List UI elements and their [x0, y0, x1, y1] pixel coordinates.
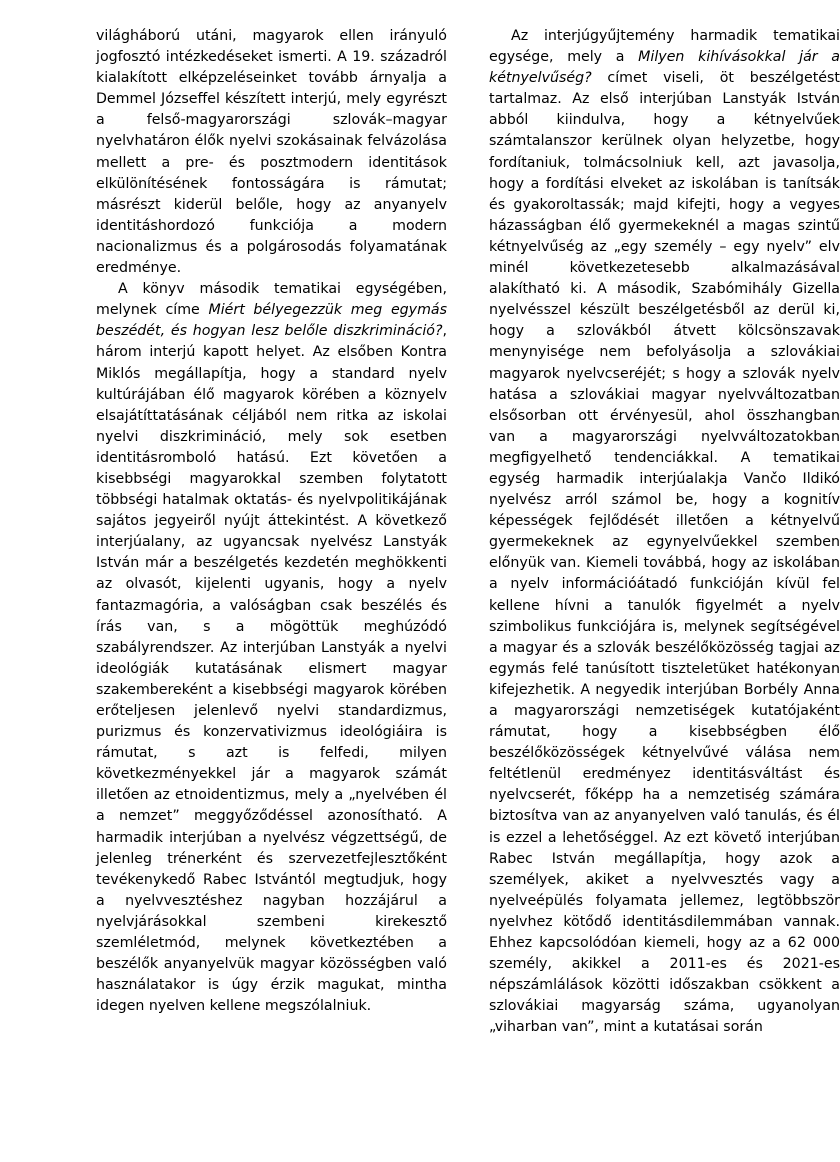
right-column	[489, 26, 840, 1132]
body-text: A könyv második tematikai egységében, melynek címe	[96, 281, 447, 319]
body-text: , három interjú kapott helyet. Az elsőben Kontra Miklós megállapítja, hogy a standard nyelv kultúrájában élő magyarok körében a köznyelv elsajátíttatásának céljából nem ritka az iskolai nyelvi diszkrimináció, mely sok esetben identitásromboló hatású. Ezt követően a kisebbségi magyarokkal szemben folytatott többségi hatalmak oktatás- és nyelvpolitikájának sajátos jegyeiről nyújt áttekintést. A következő interjúalany, az ugyancsak nyelvész Lanstyák István már a beszélgetés kezdetén meghökkenti az olvasót, kijelenti ugyanis, hogy a nyelv fantazmagória, a valóságban csak beszélés és írás van, s a mögöttük meghúzódó szabályrendszer. Az interjúban Lanstyák a nyelvi ideológiák kutatásának elismert magyar szakembereként a kisebbségi magyarok körében erőteljesen jelenlevő nyelvi standardizmus, purizmus és konzervativizmus ideológiáira is rámutat, s azt is felfedi, milyen következményekkel jár a magyarok számát illetően az etnoidentizmus, mely a „nyelvében él a nemzet” meggyőződéssel azonosítható. A harmadik interjúban a nyelvész végzettségű, de jelenleg trénerként és szervezetfejlesztőként tevékenykedő Rabec Istvántól megtudjuk, hogy a nyelvvesztéshez nagyban hozzájárul a nyelvjárásokkal szembeni kirekesztő szemléletmód, melynek következtében a beszélők anyanyelvük magyar közösségben való használatakor is úgy érzik magukat, mintha idegen nyelven kellene megszólalniuk.	[96, 323, 447, 1015]
italic-title-text: Milyen kihívásokkal jár a kétnyelvűség?	[489, 49, 840, 87]
left-column	[96, 26, 447, 1132]
body-text: Az interjúgyűjtemény harmadik tematikai egysége, mely a	[489, 28, 840, 66]
italic-title-text: Miért bélyegezzük meg egymás beszédét, és hogyan lesz belőle diszkrimináció?	[96, 302, 447, 340]
body-text: világháború utáni, magyarok ellen irányuló jogfosztó intézkedéseket ismerti. A 19. századról kialakított elképzeléseinket tovább árnyalja a Demmel Józseffel készített interjú, mely egyrészt a felső-magyarországi szlovák–magyar nyelvhatáron élők nyelvi szokásainak felvázolása mellett a pre- és posztmodern identitások elkülönítésének fontosságára is rámutat; másrészt kiderül belőle, hogy az anyanyelv identitáshordozó funkciója a modern nacionalizmus és a polgárosodás folyamatának eredménye.	[96, 28, 447, 277]
body-text: címet viseli, öt beszélgetést tartalmaz. Az első interjúban Lanstyák István abból kiindulva, hogy a kétnyelvűek számtalanszor kerülnek olyan helyzetbe, hogy fordítaniuk, tolmácsolniuk kell, azt javasolja, hogy a fordítási elveket az iskolában is tanítsák és gyakoroltassák; majd kifejti, hogy a vegyes házasságban élő gyermekeknél a magas szintű kétnyelvűség az „egy személy – egy nyelv” elv minél következetesebb alkalmazásával alakítható ki. A második, Szabómihály Gizella nyelvésszel készült beszélgetésből az derül ki, hogy a szlovákból átvett kölcsönszavak menynyisége nem befolyásolja a szlovákiai magyarok nyelvcseréjét; s hogy a szlovák nyelv hatása a szlovákiai magyar nyelvváltozatban elsősorban ott érvényesül, ahol összhangban van a magyarországi nyelvváltozatokban megfigyelhető tendenciákkal. A tematikai egység harmadik interjúalakja Vančo Ildikó nyelvész arról számol be, hogy a kognitív képességek fejlődését illetően a kétnyelvű gyermekeknek az egynyelvűekkel szemben előnyük van. Kiemeli továbbá, hogy az iskolában a nyelv információátadó funkcióján kívül fel kellene hívni a tanulók figyelmét a nyelv szimbolikus funkciójára is, melynek segítségével a magyar és a szlovák beszélőközösség tagjai az egymás felé tanúsított tiszteletüket hatékonyan kifejezhetik. A negyedik interjúban Borbély Anna a magyarországi nemzetiségek kutatójaként rámutat, hogy a kisebbségben élő beszélőközösségek kétnyelvűvé válása nem feltétlenül eredményez identitásváltást és nyelvcserét, főképp ha a nemzetiség számára biztosítva van az anyanyelven való tanulás, és él is ezzel a lehetőséggel. Az ezt követő interjúban Rabec István megállapítja, hogy azok a személyek, akiket a nyelvvesztés vagy a nyelveépülés folyamata jellemez, legtöbbször nyelvhez kötődő identitásdilemmában vannak. Ehhez kapcsolódóan kiemeli, hogy az a 62 000 személy, akikkel a 2011-es és 2021-es népszámlálások közötti időszakban csökkent a szlovákiai magyarság száma, ugyanolyan „viharban van”, mint a kutatásai során	[489, 70, 840, 1036]
two-column-layout	[96, 26, 840, 1132]
paragraph	[96, 26, 447, 279]
paragraph	[96, 279, 447, 1017]
paragraph	[489, 26, 840, 1039]
